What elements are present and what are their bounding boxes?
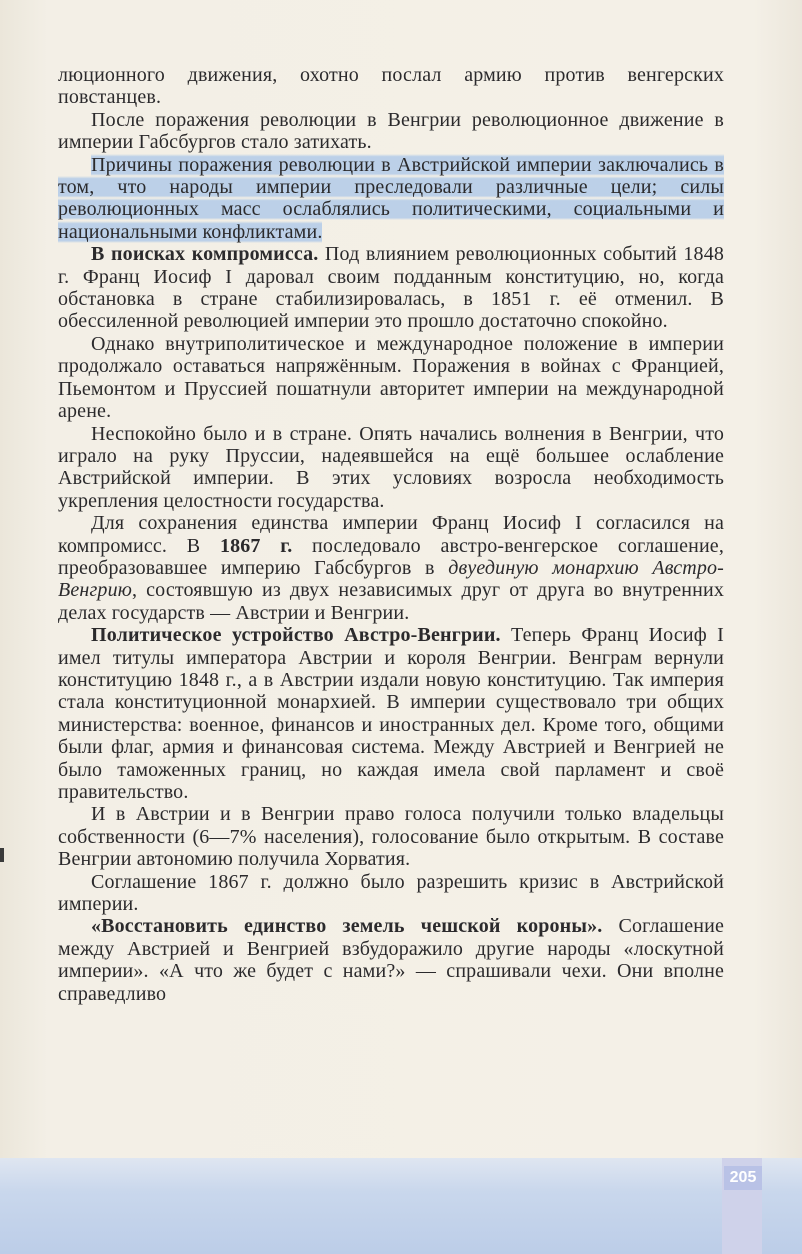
bold-year: 1867 г.: [219, 534, 293, 557]
highlighted-text: Причины поражения революции в Австрийской империи заключались в том, что народы империи преследовали различные цели; силы революционных масс ослаблялись политическими, социальными и национальными конфликтами.: [58, 153, 724, 243]
paragraph-agreement-1867: Для сохранения единства империи Франц Иосиф I согласился на компромисс. В 1867 г. последовало австро-венгерское соглашение, преобразовавшее империю Габсбургов в двуединую монархию Австро-Венгрию, состоявшую из двух независимых друг от друга во внутренних делах государств — Австрии и Венгрии.: [58, 512, 724, 624]
footer-band: [0, 1158, 802, 1254]
italic-term: двуединую монархию Австро-Венгрию: [58, 556, 724, 602]
paragraph-political-structure: Политическое устройство Австро-Венгрии. Теперь Франц Иосиф I имел титулы императора Австрии и короля Венгрии. Венграм вернули конституцию 1848 г., а в Австрии издали новую конституцию. Так империя стала конституционной монархией. В империи существовало три общих министерства: военное, финансов и иностранных дел. Кроме того, общими были флаг, армия и финансовая система. Между Австрией и Венгрией не было таможенных границ, но каждая имела свой парламент и своё правительство.: [58, 624, 724, 803]
paragraph-crisis: Соглашение 1867 г. должно было разрешить кризис в Австрийской империи.: [58, 870, 724, 916]
paragraph-voting: И в Австрии и в Венгрии право голоса получили только владельцы собственности (6—7% населения), голосование было открытым. В составе Венгрии автономию получила Хорватия.: [58, 803, 724, 871]
paragraph-revolution-decline: После поражения революции в Венгрии революционное движение в империи Габсбургов стало затихать.: [58, 108, 724, 154]
section-heading-political-structure: Политическое устройство Австро-Венгрии.: [91, 624, 501, 647]
paragraph-unrest: Неспокойно было и в стране. Опять начались волнения в Венгрии, что играло на руку Пруссии, надеявшейся на ещё большее ослабление Австрийской империи. В этих условиях возросла необходимость укрепления целостности государства.: [58, 422, 724, 512]
paragraph-situation: Однако внутриполитическое и международное положение в империи продолжало оставаться напряжённым. Поражения в войнах с Францией, Пьемонтом и Пруссией пошатнули авторитет империи на международной арене.: [58, 332, 724, 423]
paragraph-defeat-reasons: [58, 154, 724, 244]
paragraph-czech-crown: «Восстановить единство земель чешской короны». Соглашение между Австрией и Венгрией взбудоражило другие народы «лоскутной империи». «А что же будет с нами?» — спрашивали чехи. Они вполне справедливо: [58, 915, 724, 1005]
section-heading-czech-crown: «Восстановить единство земель чешской короны».: [91, 915, 603, 938]
body-text: [58, 64, 724, 1005]
page-number: 205: [724, 1166, 762, 1190]
paragraph-continuation: люционного движения, охотно послал армию против венгерских повстанцев.: [58, 64, 724, 109]
margin-mark: [0, 848, 4, 862]
paragraph-compromise: В поисках компромисса. Под влиянием революционных событий 1848 г. Франц Иосиф I даровал своим подданным конституцию, но, когда обстановка в стране стабилизировалась, в 1851 г. её отменил. В обессиленной революцией империи это прошло достаточно спокойно.: [58, 243, 724, 333]
section-heading-compromise: В поисках компромисса.: [91, 243, 319, 266]
